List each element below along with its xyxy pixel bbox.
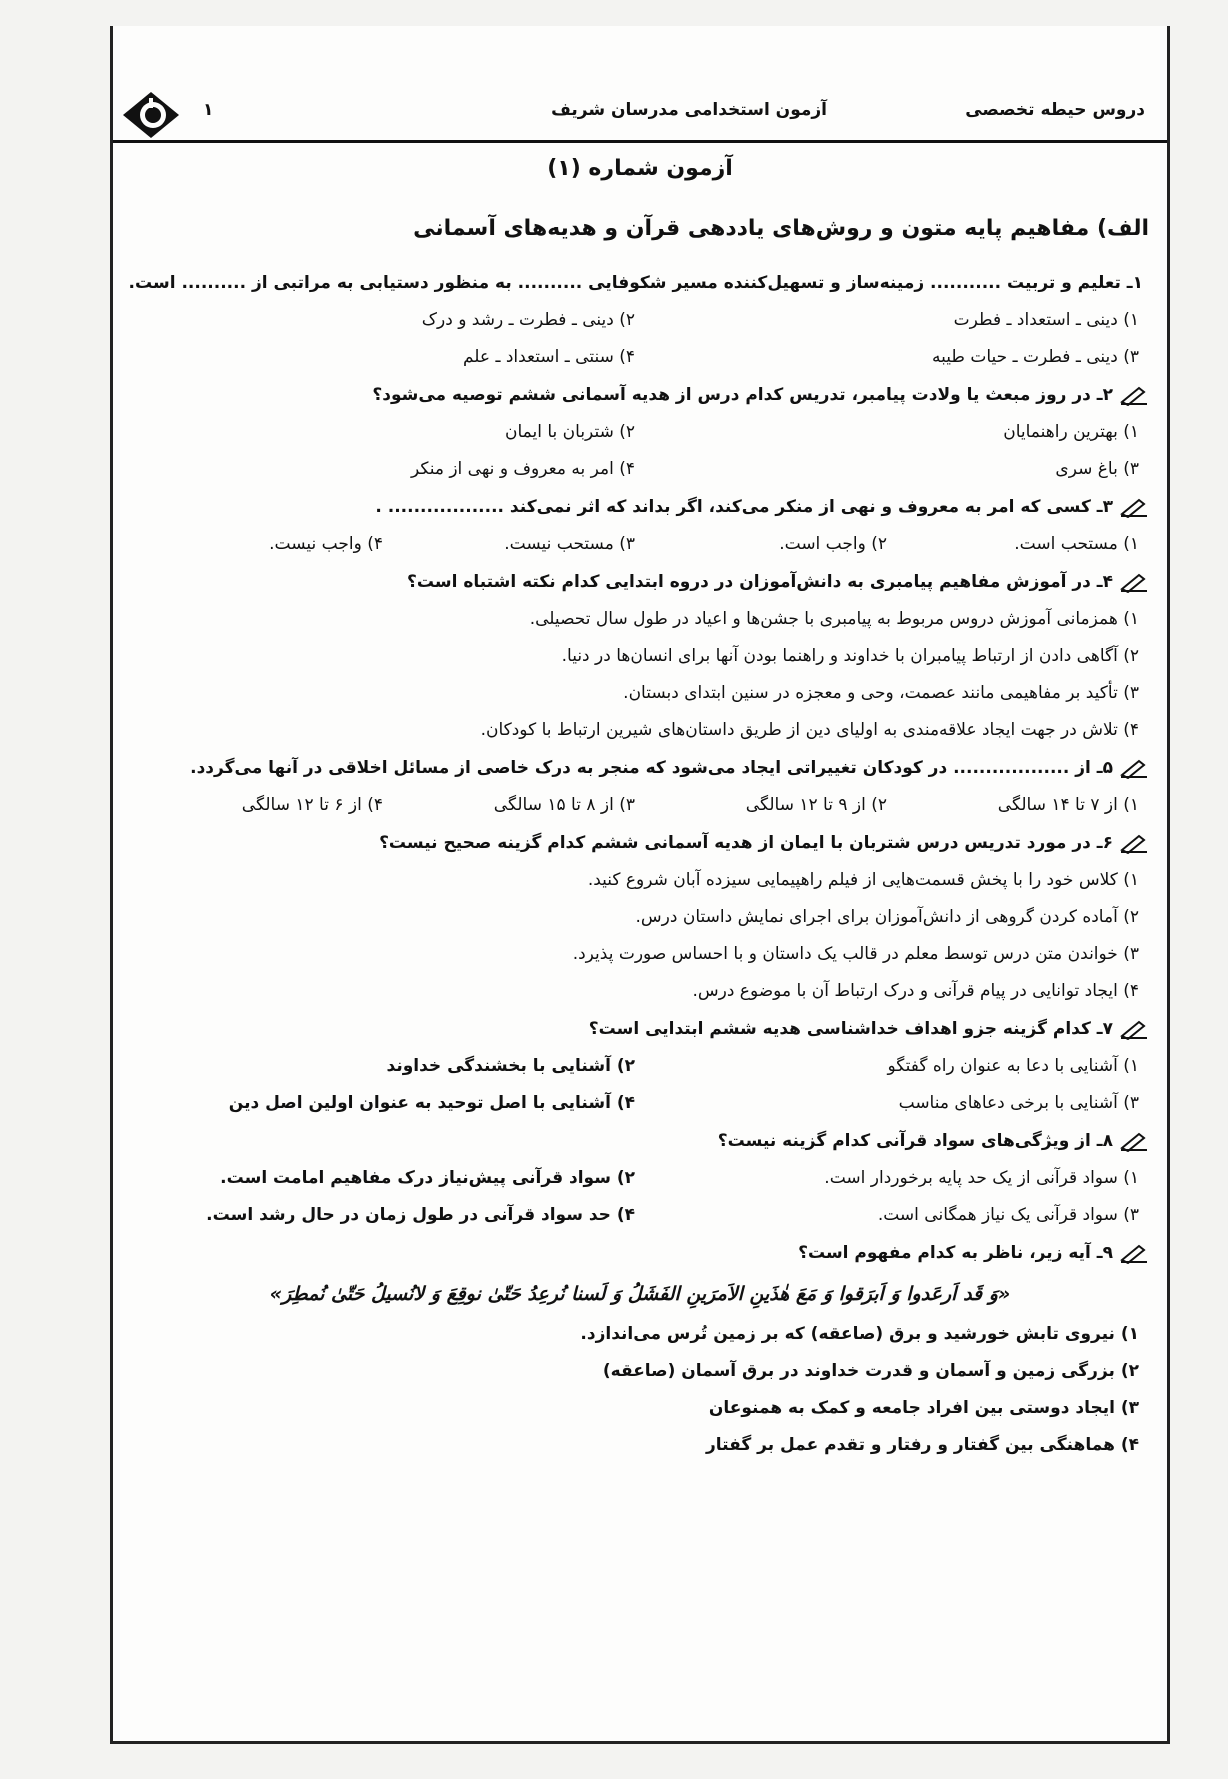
question-text: ۹ـ آیه زیر، ناظر به کدام مفهوم است؟ [798,1243,1113,1263]
question-text: ۴ـ در آموزش مفاهیم پیامبری به دانش‌آموزان در دروه ابتدایی کدام نکته اشتباه است؟ [407,572,1113,592]
option[interactable]: ۳) ایجاد دوستی بین افراد جامعه و کمک به همنوعان [708,1398,1139,1418]
pen-icon [1119,1018,1149,1040]
question-text: ۶ـ در مورد تدریس درس شتربان با ایمان از هدیه آسمانی ششم کدام گزینه صحیح نیست؟ [379,833,1113,853]
option[interactable]: ۲) سواد قرآنی پیش‌نیاز درک مفاهیم امامت است. [220,1168,635,1188]
option[interactable]: ۴) تلاش در جهت ایجاد علاقه‌مندی به اولیای دین از طریق داستان‌های شیرین ارتباط با کودکان. [480,720,1139,740]
option[interactable]: ۴) امر به معروف و نهی از منکر [410,459,635,479]
option[interactable]: ۴) حد سواد قرآنی در طول زمان در حال رشد است. [206,1205,635,1225]
question-text: ۸ـ از ویژگی‌های سواد قرآنی کدام گزینه نیست؟ [717,1131,1113,1151]
question-5 [131,749,1149,824]
publisher-logo-icon [119,88,183,142]
questions-area [128,264,1149,1464]
header-page-number: ۱ [203,100,214,120]
option[interactable]: ۳) خواندن متن درس توسط معلم در قالب یک داستان و با احساس صورت پذیرد. [572,944,1139,964]
option[interactable]: ۱) آشنایی با دعا به عنوان راه گفتگو [887,1056,1139,1076]
question-text: ۷ـ کدام گزینه جزو اهداف خداشناسی هدیه ششم ابتدایی است؟ [588,1019,1113,1039]
option[interactable]: ۴) ایجاد توانایی در پیام قرآنی و درک ارتباط آن با موضوع درس. [692,981,1139,1001]
option[interactable]: ۱) سواد قرآنی از یک حد پایه برخوردار است. [824,1168,1139,1188]
option[interactable]: ۱) دینی ـ استعداد ـ فطرت [953,310,1139,330]
question-1 [128,264,1149,376]
question-text: ۱ـ تعلیم و تربیت ........... زمینه‌ساز و تسهیل‌کننده مسیر شکوفایی .......... به منظور دستیابی به مراتبی از .......... است. [128,273,1143,293]
question-6 [131,824,1149,1010]
option[interactable]: ۲) شتربان با ایمان [505,422,635,442]
header-title: آزمون استخدامی مدرسان شریف [551,100,827,120]
option[interactable]: ۳) باغ سری [1055,459,1139,479]
question-text: ۵ـ از .................. در کودکان تغییراتی ایجاد می‌شود که منجر به درک خاصی از مسائل اخلاقی در آنها می‌گردد. [190,758,1113,778]
exam-sheet [110,26,1170,1744]
option[interactable]: ۳) از ۸ تا ۱۵ سالگی [493,795,635,815]
question-text: ۳ـ کسی که امر به معروف و نهی از منکر می‌کند، اگر بداند که اثر نمی‌کند .................. . [375,497,1113,517]
option[interactable]: ۲) آشنایی با بخشندگی خداوند [386,1056,635,1076]
option[interactable]: ۴) آشنایی با اصل توحید به عنوان اولین اصل دین [228,1093,635,1113]
pen-icon [1119,757,1149,779]
option[interactable]: ۴) از ۶ تا ۱۲ سالگی [241,795,383,815]
option[interactable]: ۱) مستحب است. [1014,534,1139,554]
question-2 [131,376,1149,488]
option[interactable]: ۳) آشنایی با برخی دعاهای مناسب [898,1093,1139,1113]
option[interactable]: ۱) کلاس خود را با پخش قسمت‌هایی از فیلم راهپیمایی سیزده آبان شروع کنید. [587,870,1139,890]
header-subject: دروس حیطه تخصصی [965,100,1145,120]
option[interactable]: ۲) آگاهی دادن از ارتباط پیامبران با خداوند و راهنما بودن آنها برای انسان‌ها در دنیا. [561,646,1139,666]
option[interactable]: ۴) واجب نیست. [269,534,383,554]
question-7 [131,1010,1149,1122]
option[interactable]: ۲) از ۹ تا ۱۲ سالگی [745,795,887,815]
option[interactable]: ۳) سواد قرآنی یک نیاز همگانی است. [877,1205,1139,1225]
exam-title: آزمون شماره (۱) [547,156,733,181]
option[interactable]: ۴) سنتی ـ استعداد ـ علم [462,347,635,367]
option[interactable]: ۱) همزمانی آموزش دروس مربوط به پیامبری با جشن‌ها و اعیاد در طول سال تحصیلی. [529,609,1139,629]
quran-verse: «وَ قَد اَرعَدوا وَ اَبرَقوا وَ مَعَ هٰذَینِ الاَمرَینِ الفَشَلُ وَ لَسنا نُرعِدُ حَتّیٰ نوقِعَ وَ لانُسیلُ حَتّیٰ نُمطِرَ» [269,1283,1011,1305]
option[interactable]: ۳) تأکید بر مفاهیمی مانند عصمت، وحی و معجزه در سنین ابتدای دبستان. [623,683,1139,703]
question-8 [131,1122,1149,1234]
option[interactable]: ۱) از ۷ تا ۱۴ سالگی [997,795,1139,815]
option[interactable]: ۱) بهترین راهنمایان [1003,422,1139,442]
question-3 [131,488,1149,563]
question-9 [131,1234,1149,1464]
option[interactable]: ۱) نیروی تابش خورشید و برق (صاعقه) که بر زمین تُرس می‌اندازد. [580,1324,1139,1344]
pen-icon [1119,384,1149,406]
option[interactable]: ۲) بزرگی زمین و آسمان و قدرت خداوند در برق آسمان (صاعقه) [602,1361,1139,1381]
pen-icon [1119,832,1149,854]
option[interactable]: ۲) آماده کردن گروهی از دانش‌آموزان برای اجرای نمایش داستان درس. [635,907,1139,927]
page-header [113,88,1167,143]
option[interactable]: ۳) مستحب نیست. [504,534,635,554]
question-text: ۲ـ در روز مبعث یا ولادت پیامبر، تدریس کدام درس از هدیه آسمانی ششم توصیه می‌شود؟ [372,385,1113,405]
option[interactable]: ۲) دینی ـ فطرت ـ رشد و درک [421,310,635,330]
option[interactable]: ۴) هماهنگی بین گفتار و رفتار و تقدم عمل بر گفتار [705,1435,1139,1455]
pen-icon [1119,571,1149,593]
section-title: الف) مفاهیم پایه متون و روش‌های یاددهی قرآن و هدیه‌های آسمانی [413,216,1149,241]
pen-icon [1119,1242,1149,1264]
pen-icon [1119,496,1149,518]
option[interactable]: ۳) دینی ـ فطرت ـ حیات طیبه [932,347,1139,367]
option[interactable]: ۲) واجب است. [779,534,887,554]
question-4 [131,563,1149,749]
pen-icon [1119,1130,1149,1152]
